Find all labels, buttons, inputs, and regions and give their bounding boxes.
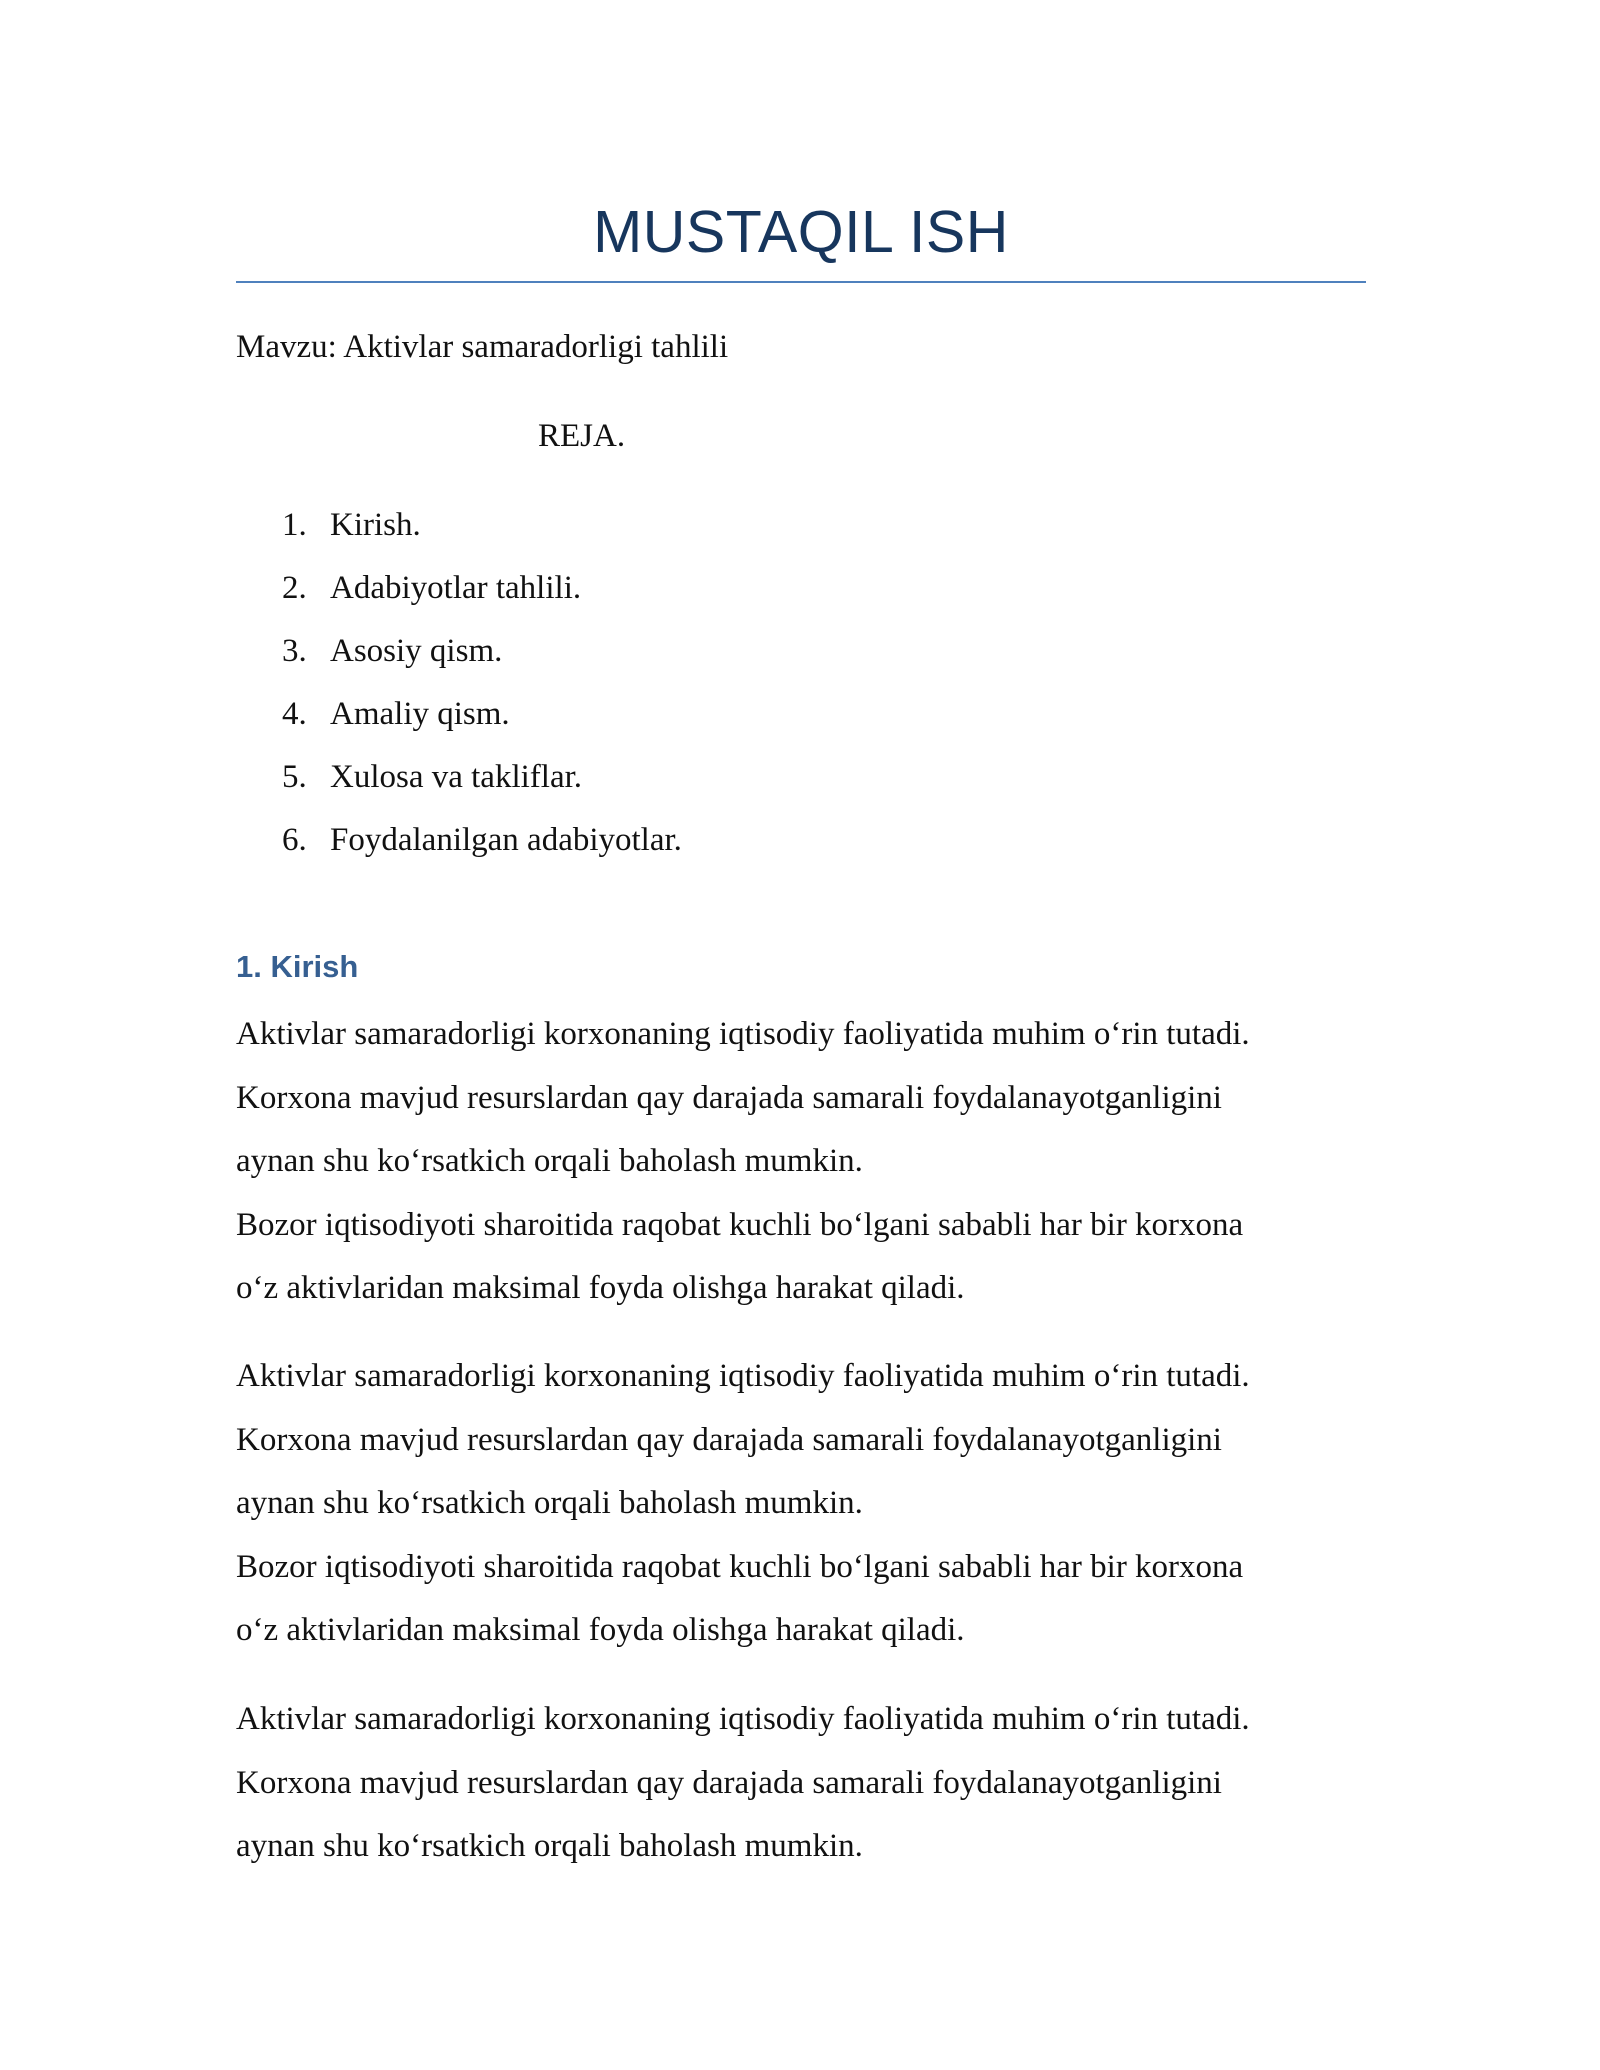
plan-item-number: 2. (282, 570, 307, 606)
plan-item-label: Adabiyotlar tahlili. (330, 570, 582, 606)
paragraph-line: aynan shu koʻrsatkich orqali baholash mumkin. (236, 1485, 863, 1521)
paragraph-line: oʻz aktivlaridan maksimal foyda olishga harakat qiladi. (236, 1612, 965, 1648)
document-title: MUSTAQIL ISH (593, 199, 1009, 265)
paragraph-line: Aktivlar samaradorligi korxonaning iqtisodiy faoliyatida muhim oʻrin tutadi. (236, 1358, 1250, 1394)
plan-item-number: 4. (282, 696, 307, 732)
plan-item-number: 5. (282, 759, 307, 795)
paragraph-line: Korxona mavjud resurslardan qay darajada samarali foydalanayotganligini (236, 1079, 1222, 1116)
paragraph-line: Aktivlar samaradorligi korxonaning iqtisodiy faoliyatida muhim oʻrin tutadi. (236, 1016, 1250, 1052)
paragraph-line: aynan shu koʻrsatkich orqali baholash mumkin. (236, 1828, 863, 1864)
section-heading-kirish: 1. Kirish (236, 949, 359, 984)
paragraph-line: Aktivlar samaradorligi korxonaning iqtisodiy faoliyatida muhim oʻrin tutadi. (236, 1701, 1250, 1737)
paragraph-line: Korxona mavjud resurslardan qay darajada samarali foydalanayotganligini (236, 1421, 1222, 1458)
subject-line: Mavzu: Aktivlar samaradorligi tahlili (236, 329, 729, 365)
plan-item-number: 1. (282, 507, 307, 543)
body-paragraph (236, 1688, 1386, 1879)
paragraph-line: aynan shu koʻrsatkich orqali baholash mumkin. (236, 1143, 863, 1179)
plan-item-label: Xulosa va takliflar. (330, 759, 583, 795)
plan-item-label: Asosiy qism. (330, 633, 503, 669)
paragraph-line: Korxona mavjud resurslardan qay darajada samarali foydalanayotganligini (236, 1764, 1222, 1801)
title-underline-rule (236, 281, 1366, 283)
paragraph-line: Bozor iqtisodiyoti sharoitida raqobat kuchli boʻlgani sababli har bir korxona (236, 1206, 1244, 1243)
plan-item-label: Foydalanilgan adabiyotlar. (330, 822, 682, 858)
plan-item-number: 3. (282, 633, 307, 669)
body-paragraph (236, 1345, 1386, 1663)
plan-heading: REJA. (538, 418, 626, 454)
plan-item-number: 6. (282, 822, 307, 858)
paragraph-line: oʻz aktivlaridan maksimal foyda olishga harakat qiladi. (236, 1270, 965, 1306)
paragraph-line: Bozor iqtisodiyoti sharoitida raqobat kuchli boʻlgani sababli har bir korxona (236, 1548, 1244, 1585)
body-paragraph (236, 1003, 1386, 1321)
plan-item-label: Amaliy qism. (330, 696, 510, 732)
plan-item-label: Kirish. (330, 507, 421, 543)
